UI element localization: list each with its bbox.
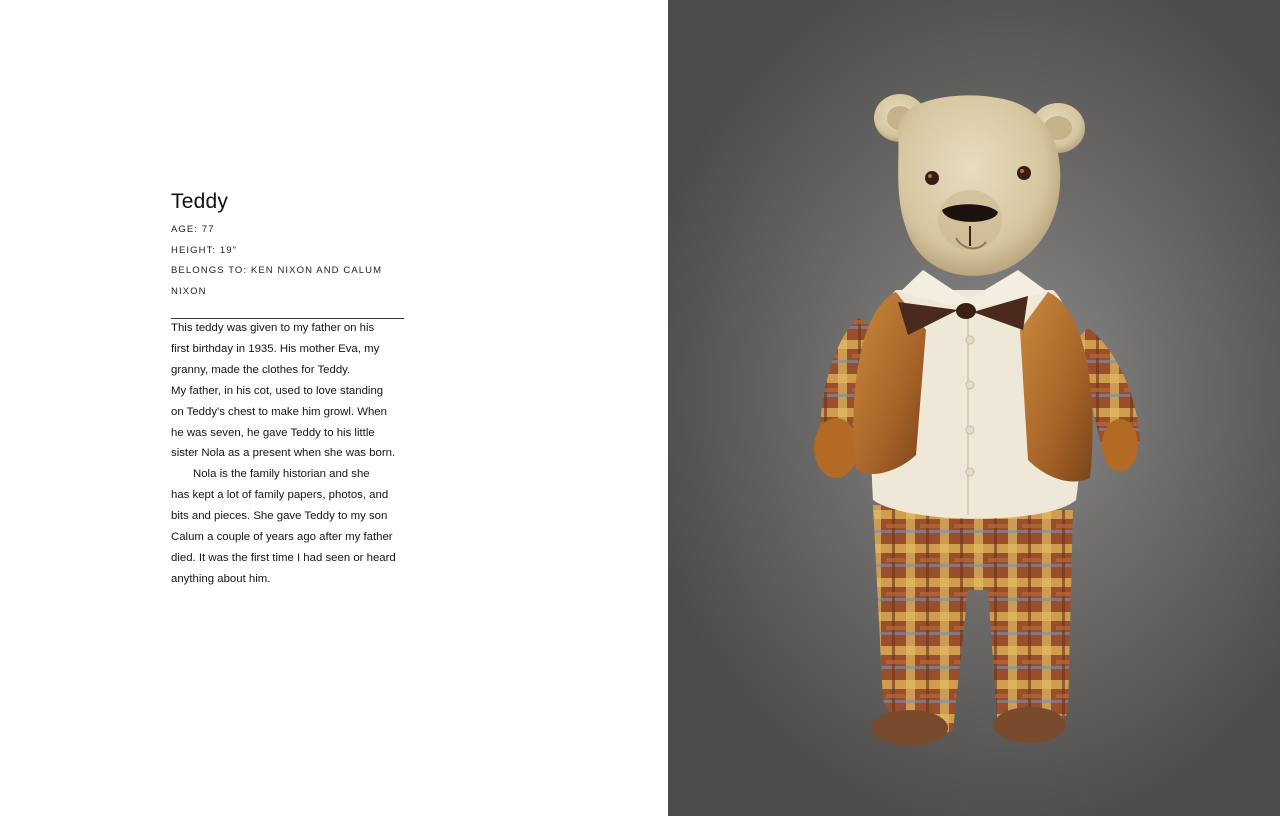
story-line: granny, made the clothes for Teddy.: [171, 363, 351, 376]
age-label: AGE: 77: [171, 224, 215, 235]
story-line: has kept a lot of family papers, photos, and: [171, 489, 389, 502]
story-line: on Teddy's chest to make him growl. When: [171, 405, 387, 418]
story-line: anything about him.: [171, 572, 271, 585]
story-line: Calum a couple of years ago after my father: [171, 531, 393, 544]
page-title: Teddy: [171, 190, 229, 213]
teddy-bear-photo: [668, 0, 1280, 816]
story-line: bits and pieces. She gave Teddy to my son: [171, 510, 388, 523]
belongs-to-label: BELONGS TO: KEN NIXON AND CALUM NIXON: [171, 265, 383, 297]
story-line: sister Nola as a present when she was born.: [171, 447, 396, 460]
photo-page: [668, 0, 1280, 816]
story-line: Nola is the family historian and she: [193, 468, 370, 481]
story-line: he was seven, he gave Teddy to his little: [171, 426, 375, 439]
story-line: My father, in his cot, used to love standing: [171, 384, 384, 397]
story-line: first birthday in 1935. His mother Eva, my: [171, 342, 380, 355]
story-text: [171, 318, 407, 590]
profile-header: [171, 188, 411, 319]
height-label: HEIGHT: 19": [171, 244, 238, 256]
story-line: died. It was the first time I had seen or heard: [171, 551, 396, 564]
story-line: This teddy was given to my father on his: [171, 322, 375, 334]
